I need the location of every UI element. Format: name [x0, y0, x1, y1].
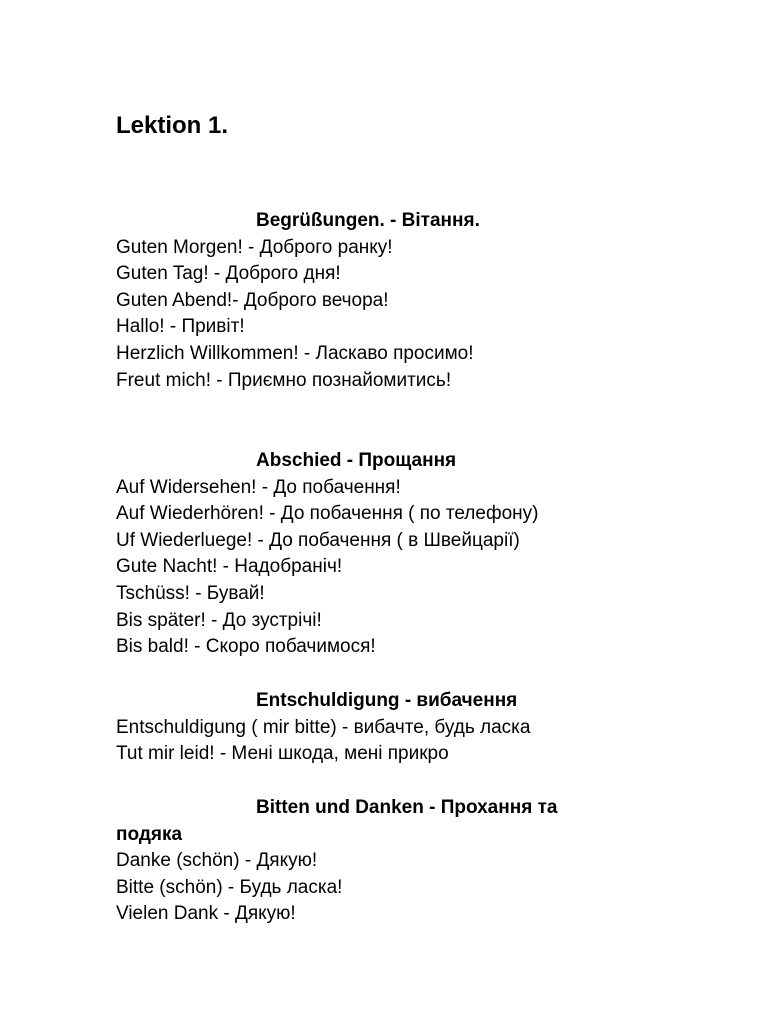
phrase-line: Vielen Dank - Дякую!	[116, 903, 296, 925]
phrase-line: Guten Morgen! - Доброго ранку!	[116, 236, 393, 258]
section-heading: Bitten und Danken - Прохання та подяка	[116, 797, 558, 845]
page-title: Lektion 1.	[116, 112, 229, 139]
phrase-line: Auf Widersehen! - До побачення!	[116, 476, 401, 498]
section-heading: Entschuldigung - вибачення	[256, 690, 518, 711]
section-heading: Begrüßungen. - Вітання.	[256, 210, 480, 231]
phrase-line: Hallo! - Привіт!	[116, 316, 245, 338]
phrase-line: Danke (schön) - Дякую!	[116, 850, 318, 872]
phrase-line: Guten Tag! - Доброго дня!	[116, 263, 341, 285]
section-farewell	[116, 448, 636, 661]
phrase-line: Gute Nacht! - Надобраніч!	[116, 556, 343, 578]
section-thanks	[116, 795, 586, 928]
phrase-line: Entschuldigung ( mir bitte) - вибачте, будь ласка	[116, 716, 531, 738]
phrase-line: Bis bald! - Скоро побачимося!	[116, 636, 376, 658]
phrase-line: Tut mir leid! - Мені шкода, мені прикро	[116, 743, 449, 765]
phrase-line: Herzlich Willkommen! - Ласкаво просимо!	[116, 342, 474, 364]
phrase-line: Bis später! - До зустрічі!	[116, 609, 322, 631]
phrase-line: Uf Wiederluege! - До побачення ( в Швейцарії)	[116, 529, 520, 551]
phrase-line: Guten Abend!- Доброго вечора!	[116, 289, 389, 311]
phrase-line: Freut mich! - Приємно познайомитись!	[116, 369, 452, 391]
section-greetings	[116, 208, 636, 394]
phrase-line: Bitte (schön) - Будь ласка!	[116, 876, 343, 898]
section-apology	[116, 688, 636, 768]
phrase-line: Tschüss! - Бувай!	[116, 582, 265, 604]
section-heading: Abschied - Прощання	[256, 450, 457, 471]
phrase-line: Auf Wiederhören! - До побачення ( по телефону)	[116, 503, 539, 525]
